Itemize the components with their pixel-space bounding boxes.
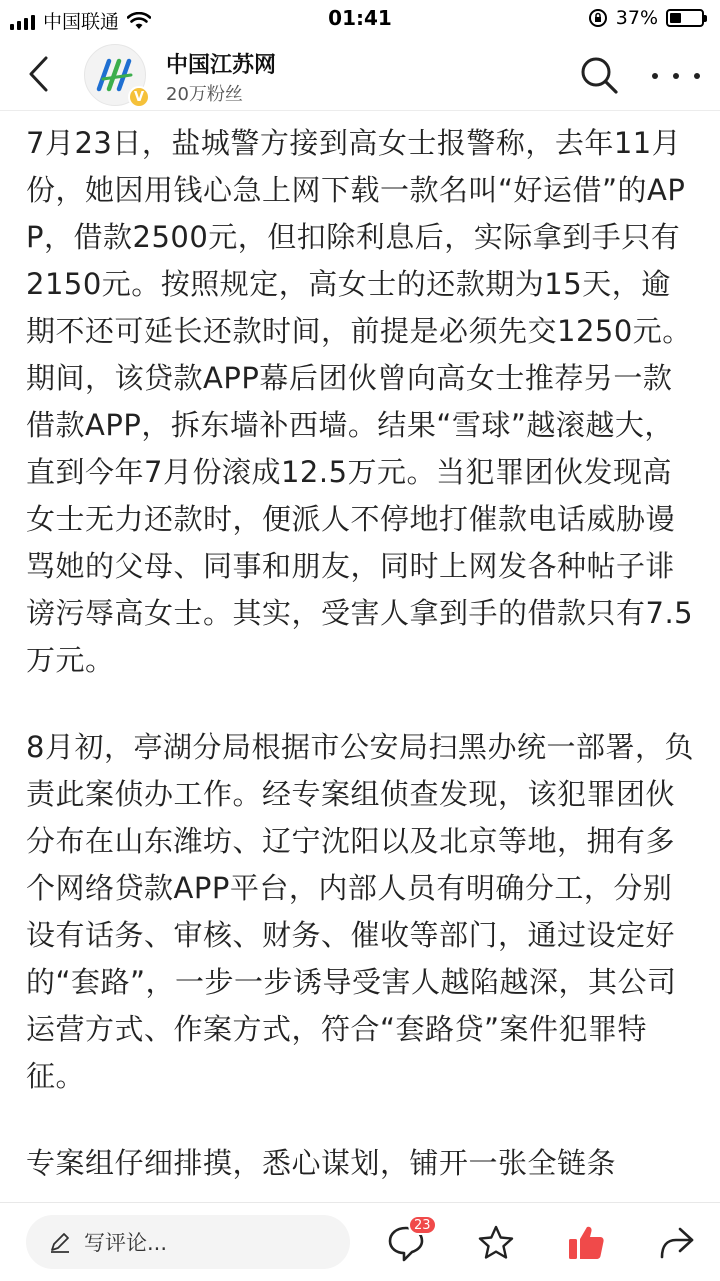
battery-percent: 37% bbox=[615, 7, 658, 29]
thumbs-up-icon bbox=[566, 1223, 606, 1263]
favorite-button[interactable] bbox=[474, 1221, 518, 1265]
comment-input[interactable] bbox=[26, 1215, 350, 1269]
lock-rotation-icon bbox=[588, 8, 608, 28]
star-icon bbox=[476, 1223, 516, 1263]
comment-count-badge: 23 bbox=[408, 1215, 437, 1235]
comment-placeholder: 写评论... bbox=[84, 1231, 168, 1255]
battery-icon bbox=[666, 9, 704, 27]
back-button[interactable] bbox=[18, 52, 58, 96]
share-button[interactable] bbox=[654, 1221, 698, 1265]
status-bar bbox=[0, 0, 720, 36]
status-right bbox=[588, 7, 704, 29]
share-icon bbox=[656, 1223, 696, 1263]
verified-badge: V bbox=[128, 86, 150, 108]
battery-fill bbox=[670, 13, 681, 23]
account-name[interactable]: 中国江苏网 bbox=[166, 53, 277, 78]
header-divider bbox=[0, 110, 720, 111]
account-fans: 20万粉丝 bbox=[166, 84, 243, 105]
more-button[interactable] bbox=[652, 56, 700, 96]
back-arrow-icon bbox=[27, 55, 49, 93]
like-button[interactable] bbox=[564, 1221, 608, 1265]
article-paragraph: 专案组仔细排摸，悉心谋划，铺开一张全链条 bbox=[26, 1146, 617, 1180]
more-dots-icon bbox=[652, 73, 658, 79]
bottom-action-bar bbox=[0, 1202, 720, 1281]
pen-icon bbox=[48, 1230, 72, 1254]
status-time: 01:41 bbox=[328, 6, 392, 30]
article-body bbox=[26, 120, 698, 1200]
search-button[interactable] bbox=[578, 54, 620, 96]
search-icon bbox=[578, 54, 620, 96]
carrier-label: 中国联通 bbox=[43, 11, 120, 33]
article-paragraph: 8月初，亭湖分局根据市公安局扫黑办统一部署，负责此案侦办工作。经专案组侦查发现，该犯罪团伙分布在山东潍坊、辽宁沈阳以及北京等地，拥有多个网络贷款APP平台，内部人员有明确分工，分别设有话务、审核、财务、催收等部门，通过设定好的“套路”，一步一步诱导受害人越陷越深，其公司运营方式、作案方式，符合“套路贷”案件犯罪特征。 bbox=[26, 730, 694, 1093]
account-avatar[interactable] bbox=[84, 44, 146, 106]
article-paragraph: 7月23日，盐城警方接到高女士报警称，去年11月份，她因用钱心急上网下载一款名叫“好运借”的APP，借款2500元，但扣除利息后，实际拿到手只有2150元。按照规定，高女士的还款期为15天，逾期不还可延长还款时间，前提是必须先交1250元。期间，该贷款APP幕后团伙曾向高女士推荐另一款借款APP，拆东墙补西墙。结果“雪球”越滚越大，直到今年7月份滚成12.5万元。当犯罪团伙发现高女士无力还款时，便派人不停地打催款电话威胁谩骂她的父母、同事和朋友，同时上网发各种帖子诽谤污辱高女士。其实，受害人拿到手的借款只有7.5万元。 bbox=[26, 126, 694, 677]
article-header bbox=[0, 36, 720, 110]
